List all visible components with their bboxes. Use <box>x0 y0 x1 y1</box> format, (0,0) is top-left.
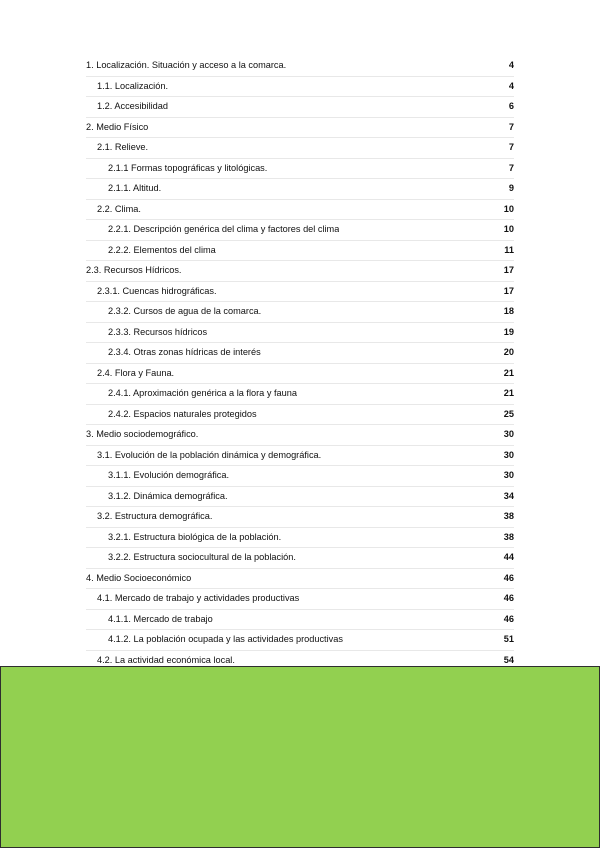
toc-entry[interactable] <box>86 56 514 77</box>
toc-entry[interactable] <box>86 118 514 139</box>
toc-entry-title: 3.2. Estructura demográfica. <box>97 511 213 521</box>
toc-entry[interactable] <box>86 323 514 344</box>
toc-entry-page-number: 25 <box>503 408 514 419</box>
toc-entry[interactable] <box>86 138 514 159</box>
toc-entry-page-number: 4 <box>508 60 514 70</box>
toc-entry-page-number: 30 <box>503 470 514 480</box>
toc-entry-page-number: 18 <box>503 306 514 316</box>
toc-entry-title: 2.3.2. Cursos de agua de la comarca. <box>108 306 262 316</box>
toc-entry-page-number: 9 <box>508 183 514 193</box>
toc-entry-title: 4. Medio Socioeconómico <box>86 572 192 583</box>
toc-entry[interactable] <box>86 384 514 405</box>
toc-entry[interactable] <box>86 200 514 221</box>
toc-entry-title: 2. Medio Físico <box>86 121 149 132</box>
toc-entry-page-number: 7 <box>508 142 514 152</box>
toc-entry-page-number: 30 <box>503 449 514 460</box>
toc-entry-page-number: 19 <box>503 326 514 337</box>
toc-entry[interactable] <box>86 77 514 98</box>
toc-entry-title: 2.2. Clima. <box>97 203 141 214</box>
toc-entry-page-number: 46 <box>503 593 514 603</box>
toc-entry-page-number: 6 <box>508 101 514 111</box>
toc-entry[interactable] <box>86 630 514 651</box>
table-of-contents <box>86 56 514 692</box>
toc-entry-page-number: 34 <box>503 490 514 501</box>
toc-entry[interactable] <box>86 220 514 241</box>
toc-entry-page-number: 21 <box>503 367 514 378</box>
toc-entry-title: 3. Medio sociodemográfico. <box>86 429 199 439</box>
toc-entry-title: 4.1.1. Mercado de trabajo <box>108 613 213 624</box>
toc-entry-title: 1. Localización. Situación y acceso a la comarca. <box>86 60 287 70</box>
toc-entry-title: 2.3. Recursos Hídricos. <box>86 265 182 275</box>
toc-entry-title: 2.3.1. Cuencas hidrográficas. <box>97 285 217 296</box>
toc-entry[interactable] <box>86 261 514 282</box>
toc-entry-title: 3.1.1. Evolución demográfica. <box>108 470 230 480</box>
toc-entry-page-number: 38 <box>503 511 514 521</box>
toc-entry-title: 2.3.3. Recursos hídricos <box>108 326 208 337</box>
toc-entry-title: 2.3.4. Otras zonas hídricas de interés <box>108 347 261 357</box>
toc-entry-title: 4.2. La actividad económica local. <box>97 654 235 665</box>
toc-entry-page-number: 7 <box>508 121 514 132</box>
toc-entry[interactable] <box>86 302 514 323</box>
toc-entry[interactable] <box>86 589 514 610</box>
toc-entry-page-number: 4 <box>508 80 514 91</box>
toc-entry[interactable] <box>86 179 514 200</box>
toc-entry-title: 2.2.2. Elementos del clima <box>108 244 216 255</box>
toc-entry-page-number: 54 <box>503 654 514 665</box>
toc-entry-title: 1.2. Accesibilidad <box>97 101 168 111</box>
toc-entry-page-number: 10 <box>503 203 514 214</box>
toc-entry-page-number: 17 <box>503 265 514 275</box>
toc-entry[interactable] <box>86 425 514 446</box>
toc-entry[interactable] <box>86 487 514 508</box>
toc-entry[interactable] <box>86 364 514 385</box>
toc-entry-page-number: 44 <box>503 552 514 562</box>
toc-entry[interactable] <box>86 548 514 569</box>
toc-entry-title: 2.2.1. Descripción genérica del clima y factores del clima <box>108 224 340 234</box>
toc-entry-page-number: 46 <box>503 613 514 624</box>
toc-entry[interactable] <box>86 569 514 590</box>
toc-entry-page-number: 21 <box>503 388 514 398</box>
toc-entry[interactable] <box>86 282 514 303</box>
toc-entry-page-number: 17 <box>503 285 514 296</box>
toc-entry[interactable] <box>86 159 514 180</box>
toc-entry-title: 1.1. Localización. <box>97 80 168 91</box>
toc-entry-title: 2.4. Flora y Fauna. <box>97 367 175 378</box>
toc-entry-title: 2.4.1. Aproximación genérica a la flora y fauna <box>108 388 297 398</box>
toc-entry-title: 2.1.1. Altitud. <box>108 183 162 193</box>
toc-entry-title: 3.2.2. Estructura sociocultural de la población. <box>108 552 296 562</box>
toc-entry-title: 3.1.2. Dinámica demográfica. <box>108 490 228 501</box>
toc-entry[interactable] <box>86 446 514 467</box>
toc-entry-title: 4.1.2. La población ocupada y las actividades productivas <box>108 634 343 644</box>
toc-entry[interactable] <box>86 610 514 631</box>
toc-entry-title: 4.1. Mercado de trabajo y actividades productivas <box>97 593 300 603</box>
toc-entry[interactable] <box>86 507 514 528</box>
toc-entry-page-number: 11 <box>504 244 514 255</box>
toc-entry[interactable] <box>86 343 514 364</box>
toc-entry[interactable] <box>86 97 514 118</box>
toc-entry[interactable] <box>86 405 514 426</box>
toc-entry-title: 3.2.1. Estructura biológica de la población. <box>108 531 282 542</box>
toc-entry-page-number: 51 <box>503 634 514 644</box>
toc-entry-title: 3.1. Evolución de la población dinámica y demográfica. <box>97 449 322 460</box>
toc-entry-page-number: 20 <box>503 347 514 357</box>
toc-entry[interactable] <box>86 528 514 549</box>
green-footer-band <box>0 666 600 848</box>
toc-entry-page-number: 46 <box>503 572 514 583</box>
toc-entry-title: 2.1.1 Formas topográficas y litológicas. <box>108 162 268 173</box>
toc-entry-title: 2.4.2. Espacios naturales protegidos <box>108 408 257 419</box>
toc-entry[interactable] <box>86 241 514 262</box>
toc-entry-page-number: 7 <box>508 162 514 173</box>
toc-entry-page-number: 10 <box>503 224 514 234</box>
toc-entry-page-number: 30 <box>503 429 514 439</box>
toc-entry[interactable] <box>86 466 514 487</box>
toc-entry-title: 2.1. Relieve. <box>97 142 149 152</box>
toc-entry-page-number: 38 <box>503 531 514 542</box>
